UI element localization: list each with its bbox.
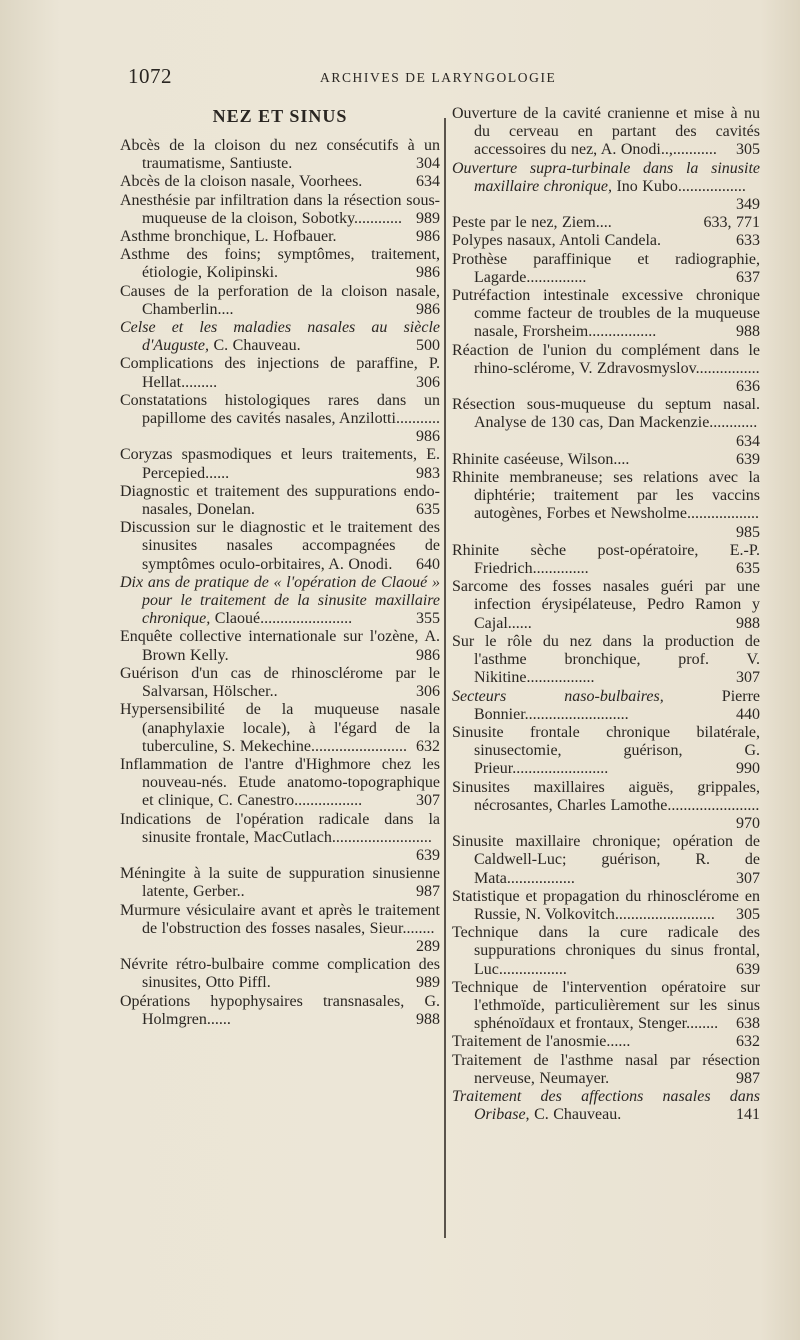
entry-page-number: 289: [416, 937, 440, 955]
index-entry: [120, 173, 440, 191]
index-entry: [120, 355, 440, 391]
entry-title: Murmure vésiculaire avant et après le traitement de l'obstruction des fosses nasales, Sieur........: [120, 901, 440, 937]
index-entry: [452, 469, 760, 542]
entry-title: Dix ans de pratique de « l'opération de Claoué » pour le traitement de la sinusite maxillaire chronique,: [120, 573, 440, 628]
entry-title: Sinusite maxillaire chronique; opération de Caldwell-Luc; guérison, R. de Mata.................: [452, 833, 760, 887]
entry-page-number: 632: [416, 737, 440, 755]
index-entry: [120, 283, 440, 319]
index-entry: [452, 688, 760, 724]
entry-title: Traitement de l'anosmie......: [452, 1033, 631, 1051]
index-entry: [452, 979, 760, 1034]
index-entry: [120, 392, 440, 447]
entry-page-number: 637: [736, 268, 760, 286]
entry-title: Ouverture de la cavité cranienne et mise à nu du cerveau en partant des cavités accessoires du nez, A. Onodi..,...........: [452, 105, 760, 159]
entry-page-number: 634: [416, 173, 440, 191]
entry-page-number: 988: [736, 323, 760, 341]
entry-page-number: 305: [736, 905, 760, 923]
entry-title: Sinusites maxillaires aiguës, grippales, nécrosantes, Charles Lamothe.......................: [452, 778, 760, 814]
index-entry: [452, 287, 760, 342]
index-entry: [120, 993, 440, 1029]
index-entry: [120, 811, 440, 866]
entry-title: Enquête collective internationale sur l'ozène, A. Brown Kelly.: [120, 628, 440, 664]
right-entries-list: [452, 105, 760, 1124]
entry-title: Méningite à la suite de suppuration sinusienne latente, Gerber..: [120, 865, 440, 901]
left-column: [120, 105, 440, 1029]
entry-page-number: 307: [416, 792, 440, 810]
entry-title: Asthme des foins; symptômes, traitement, étiologie, Kolipinski.: [120, 246, 440, 282]
entry-page-number: 986: [416, 300, 440, 318]
index-entry: [120, 902, 440, 957]
entry-title: Opérations hypophysaires transnasales, G. Holmgren......: [120, 992, 440, 1028]
entry-page-number: 635: [736, 560, 760, 578]
entry-title: Ouverture supra-turbinale dans la sinusite maxillaire chronique,: [452, 159, 760, 195]
entry-page-number: 306: [416, 373, 440, 391]
index-entry: [120, 319, 440, 355]
entry-page-number: 970: [736, 814, 760, 832]
index-entry: [452, 1033, 760, 1051]
entry-title: Technique de l'intervention opératoire sur l'ethmoïde, particulièrement sur les sinus sphénoïdaux et frontaux, Stenger........: [452, 978, 760, 1033]
entry-page-number: 440: [736, 705, 760, 723]
entry-title: Polypes nasaux, Antoli Candela.: [452, 232, 662, 250]
index-entry: [452, 779, 760, 834]
entry-page-number: 983: [416, 464, 440, 482]
index-entry: [452, 105, 760, 160]
entry-title: Complications des injections de paraffine, P. Hellat.........: [120, 355, 440, 391]
index-entry: [120, 519, 440, 574]
index-entry: [452, 833, 760, 888]
entry-title: Causes de la perforation de la cloison nasale, Chamberlin....: [120, 282, 440, 318]
index-entry: [452, 542, 760, 578]
entry-author: Ino Kubo.................: [616, 177, 746, 195]
page-header: [0, 58, 800, 98]
entry-page-number: 634: [736, 432, 760, 450]
entry-title: Sur le rôle du nez dans la production de l'asthme bronchique, prof. V. Nikitine.................: [452, 632, 760, 687]
entry-page-number: 986: [416, 228, 440, 246]
entry-title: Traitement de l'asthme nasal par résection nerveuse, Neumayer.: [452, 1051, 760, 1087]
page-number: 1072: [128, 64, 172, 88]
index-entry: [452, 1052, 760, 1088]
entry-title: Asthme bronchique, L. Hofbauer.: [120, 228, 337, 246]
entry-title: Coryzas spasmodiques et leurs traitements, E. Percepied......: [120, 446, 440, 482]
entry-title: Rhinite membraneuse; ses relations avec la diphtérie; traitement par les vaccins autogènes, Forbes et Newsholme..................: [452, 469, 760, 523]
entry-title: Statistique et propagation du rhinosclérome en Russie, N. Volkovitch.........................: [452, 887, 760, 923]
entry-page-number: 989: [416, 209, 440, 227]
entry-author: C. Chauveau.: [213, 337, 301, 355]
index-entry: [452, 160, 760, 215]
index-entry: [120, 446, 440, 482]
entry-page-number: 307: [736, 669, 760, 687]
entry-title: Inflammation de l'antre d'Highmore chez les nouveau-nés. Etude anatomo-topographique et clinique, C. Canestro.................: [120, 755, 440, 810]
entry-page-number: 990: [736, 760, 760, 778]
index-entry: [120, 665, 440, 701]
entry-page-number: 639: [416, 846, 440, 864]
entry-title: Indications de l'opération radicale dans la sinusite frontale, MacCutlach.........................: [120, 810, 440, 846]
entry-page-number: 987: [416, 883, 440, 901]
index-entry: [452, 396, 760, 451]
index-entry: [120, 574, 440, 629]
entry-page-number: 635: [416, 501, 440, 519]
entry-page-number: 304: [416, 155, 440, 173]
entry-page-number: 988: [416, 1010, 440, 1028]
running-title: ARCHIVES DE LARYNGOLOGIE: [320, 70, 557, 85]
entry-page-number: 355: [416, 610, 440, 628]
entry-title: Anesthésie par infiltration dans la résection sous-muqueuse de la cloison, Sobotky............: [120, 191, 440, 227]
index-entry: [452, 578, 760, 633]
entry-title: Guérison d'un cas de rhinosclérome par le Salvarsan, Hölscher..: [120, 664, 440, 701]
right-column: [452, 105, 760, 1124]
entry-author: Claoué.......................: [214, 610, 353, 628]
index-entry: [452, 342, 760, 397]
entry-author: Pierre Bonnier..........................: [474, 687, 760, 723]
index-entry: [120, 956, 440, 992]
index-entry: [120, 192, 440, 228]
index-entry: [120, 228, 440, 246]
column-divider: [444, 118, 446, 1238]
index-entry: [120, 628, 440, 664]
index-entry: [452, 633, 760, 688]
entry-page-number: 305: [736, 141, 760, 159]
entry-page-number: 986: [416, 646, 440, 664]
entry-page-number: 349: [736, 196, 760, 214]
entry-title: Sinusite frontale chronique bilatérale, sinusectomie, guérison, G. Prieur........................: [452, 723, 760, 778]
entry-page-number: 633: [736, 232, 760, 250]
entry-title: Technique dans la cure radicale des suppurations chroniques du sinus frontal, Luc.................: [452, 924, 760, 978]
entry-page-number: 986: [416, 428, 440, 446]
entry-title: Putréfaction intestinale excessive chronique comme facteur de troubles de la muqueuse nasale, Frorsheim.................: [452, 287, 760, 341]
entry-page-number: 306: [416, 683, 440, 701]
index-entry: [120, 483, 440, 519]
entry-author: C. Chauveau.: [534, 1106, 622, 1124]
entry-title: Abcès de la cloison du nez consécutifs à un traumatisme, Santiuste.: [120, 137, 440, 173]
entry-page-number: 639: [736, 960, 760, 978]
entry-title: Rhinite sèche post-opératoire, E.-P. Friedrich..............: [452, 541, 760, 578]
entry-title: Discussion sur le diagnostic et le traitement des sinusites nasales accompagnées de symptômes oculo-orbitaires, A. Onodi.: [120, 519, 440, 573]
entry-title: Rhinite caséeuse, Wilson....: [452, 450, 630, 468]
entry-page-number: 988: [736, 614, 760, 632]
entry-title: Sarcome des fosses nasales guéri par une infection érysipélateuse, Pedro Ramon y Cajal......: [452, 578, 760, 632]
entry-title: Hypersensibilité de la muqueuse nasale (anaphylaxie locale), à l'égard de la tuberculine, S. Mekechine........................: [120, 701, 440, 755]
index-entry: [120, 137, 440, 173]
entry-page-number: 987: [736, 1069, 760, 1087]
entry-title: Constatations histologiques rares dans un papillome des cavités nasales, Anzilotti...........: [120, 391, 440, 428]
entry-title: Résection sous-muqueuse du septum nasal. Analyse de 130 cas, Dan Mackenzie............: [452, 396, 760, 432]
index-entry: [452, 232, 760, 250]
index-entry: [452, 888, 760, 924]
entry-title: Diagnostic et traitement des suppurations endo-nasales, Donelan.: [120, 482, 440, 519]
index-entry: [452, 451, 760, 469]
entry-page-number: 985: [736, 523, 760, 541]
entry-title: Celse et les maladies nasales au siècle d'Auguste,: [120, 319, 440, 355]
index-entry: [452, 724, 760, 779]
entry-page-number: 640: [416, 555, 440, 573]
entry-page-number: 633, 771: [703, 214, 760, 232]
entry-page-number: 307: [736, 869, 760, 887]
entry-page-number: 636: [736, 378, 760, 396]
index-entry: [452, 214, 760, 232]
entry-title: Peste par le nez, Ziem....: [452, 214, 612, 232]
entry-page-number: 989: [416, 974, 440, 992]
entry-title: Prothèse paraffinique et radiographie, Lagarde...............: [452, 250, 760, 286]
entry-title: Névrite rétro-bulbaire comme complication des sinusites, Otto Piffl.: [120, 956, 440, 992]
index-entry: [120, 701, 440, 756]
index-entry: [452, 1088, 760, 1124]
entry-title: Traitement des affections nasales dans Oribase,: [452, 1087, 760, 1124]
entry-title: Secteurs naso-bulbaires,: [452, 687, 664, 705]
section-title: NEZ ET SINUS: [212, 106, 348, 126]
index-entry: [120, 246, 440, 282]
entry-page-number: 632: [736, 1033, 760, 1051]
entry-page-number: 500: [416, 337, 440, 355]
index-entry: [120, 865, 440, 901]
index-entry: [120, 756, 440, 811]
index-entry: [452, 251, 760, 287]
entry-title: Abcès de la cloison nasale, Voorhees.: [120, 173, 363, 191]
left-entries-list: [120, 137, 440, 1029]
entry-page-number: 986: [416, 264, 440, 282]
entry-page-number: 638: [736, 1015, 760, 1033]
entry-title: Réaction de l'union du complément dans le rhino-sclérome, V. Zdravosmyslov................: [452, 341, 760, 377]
index-entry: [452, 924, 760, 979]
entry-page-number: 639: [736, 450, 760, 468]
entry-page-number: 141: [736, 1106, 760, 1124]
